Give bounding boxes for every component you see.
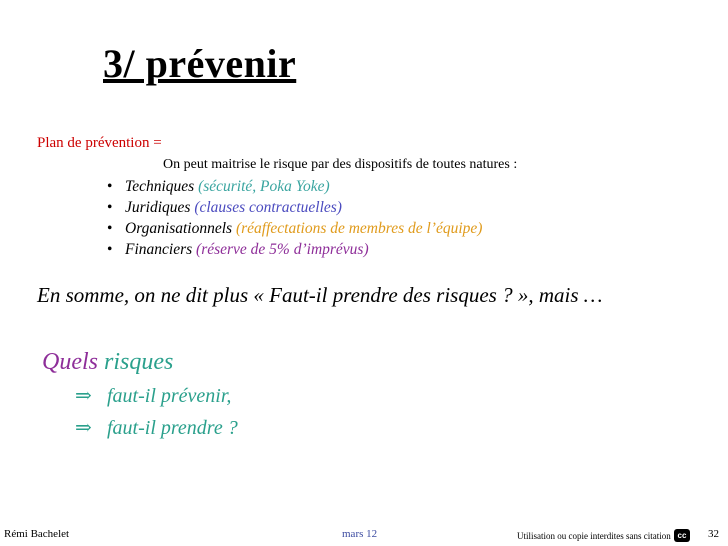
footer-date: mars 12	[342, 528, 378, 540]
item-detail: (réserve de 5% d’imprévus)	[196, 241, 369, 258]
bullet: •	[107, 199, 113, 216]
implies-arrow-icon: ⇒	[75, 417, 92, 439]
question-heading	[42, 349, 173, 376]
footer-usage-note: Utilisation ou copie interdites sans citation	[517, 531, 671, 541]
item-term: Juridiques	[125, 199, 191, 216]
bullet: •	[107, 220, 113, 237]
bullet: •	[107, 241, 113, 258]
list-item	[107, 239, 482, 260]
item-term: Organisationnels	[125, 220, 233, 237]
implication-line	[75, 415, 238, 440]
bullet: •	[107, 178, 113, 195]
item-detail: (sécurité, Poka Yoke)	[198, 178, 330, 195]
list-item	[107, 218, 482, 239]
question-word-quels: Quels	[42, 349, 98, 375]
conclusion-text: En somme, on ne dit plus « Faut-il prendre des risques ? », mais …	[37, 283, 603, 307]
plan-label: Plan de prévention =	[37, 135, 162, 151]
intro-text: On peut maitrise le risque par des dispositifs de toutes natures :	[163, 157, 518, 172]
list-item	[107, 197, 482, 218]
item-term: Techniques	[125, 178, 195, 195]
list-item	[107, 176, 482, 197]
implication-text: faut-il prévenir,	[107, 385, 232, 407]
implies-arrow-icon: ⇒	[75, 385, 92, 407]
implication-line	[75, 383, 231, 408]
question-word-risques: risques	[104, 349, 174, 375]
implication-text: faut-il prendre ?	[107, 417, 238, 439]
dispositifs-list	[107, 176, 482, 260]
item-detail: (réaffectations de membres de l’équipe)	[235, 220, 483, 237]
slide-title: 3/ prévenir	[103, 41, 297, 86]
creative-commons-icon: cc	[674, 529, 690, 542]
item-term: Financiers	[125, 241, 193, 258]
page-number: 32	[708, 528, 719, 540]
footer-author: Rémi Bachelet	[4, 528, 70, 540]
item-detail: (clauses contractuelles)	[194, 199, 342, 216]
